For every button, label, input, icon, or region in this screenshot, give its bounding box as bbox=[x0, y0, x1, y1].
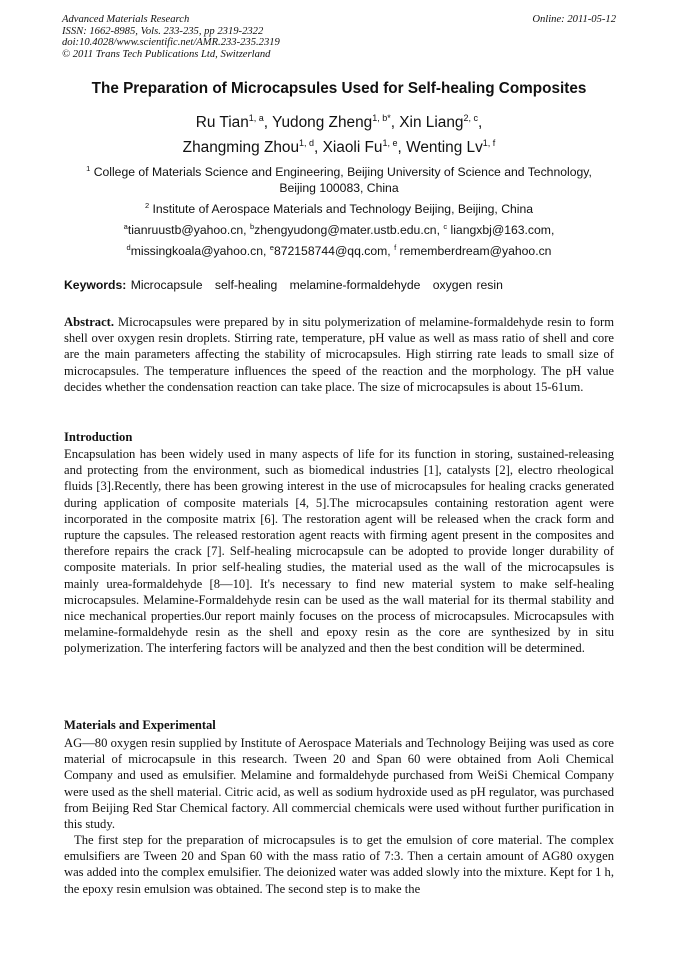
keywords bbox=[64, 278, 511, 292]
email-line-2 bbox=[0, 243, 678, 259]
keyword: Microcapsule bbox=[130, 278, 203, 292]
email-sup: a bbox=[123, 222, 128, 231]
issn-line: ISSN: 1662-8985, Vols. 233-235, pp 2319-2322 bbox=[62, 25, 264, 37]
affiliation-city: Beijing 100083, China bbox=[279, 181, 399, 195]
email-sup: e bbox=[269, 243, 274, 252]
author: Xiaoli Fu bbox=[322, 139, 383, 156]
email-address[interactable]: 872158744@qq.com, bbox=[273, 244, 395, 258]
author-sep: , bbox=[477, 114, 483, 131]
affiliation-sup: 2 bbox=[144, 201, 150, 210]
affiliation-text: College of Materials Science and Engineering, Beijing University of Science and Technology, bbox=[93, 165, 592, 179]
journal-name: Advanced Materials Research bbox=[62, 14, 190, 25]
journal-header bbox=[62, 14, 616, 60]
email-address[interactable]: missingkoala@yahoo.cn, bbox=[130, 244, 270, 258]
email-address[interactable]: rememberdream@yahoo.cn bbox=[396, 244, 552, 258]
affiliation-2 bbox=[0, 201, 678, 217]
email-address[interactable]: zhengyudong@mater.ustb.edu.cn, bbox=[254, 223, 444, 237]
materials-heading: Materials and Experimental bbox=[64, 718, 216, 732]
materials-paragraph-1: AG—80 oxygen resin supplied by Institute of Aerospace Materials and Technology Beijing was used as core material of microcapsule in this research. Tween 20 and Span 60 were obtained from Aoli Chemical Company and used as emulsifier. Melamine and formaldehyde purchased from WeiSi Chemical Company were used as the shell material. Citric acid, as well as sodium hydroxide used as pH regulator, was purchased from Beijing Red Star Chemical factory. All commercial chemicals were used without further purification in this study. bbox=[64, 736, 614, 832]
author: Xin Liang bbox=[399, 114, 464, 131]
author-sep: , bbox=[390, 114, 400, 131]
author: Wenting Lv bbox=[406, 139, 483, 156]
abstract-text: Microcapsules were prepared by in situ polymerization of melamine-formaldehyde resin to form shell over oxygen resin droplets. Stirring rate, temperature, pH value as well as mass ratio of shell and core are the main parameters affecting the stability of microcapsules. High stirring rate leads to small size of microcapsules. The temperature influences the speed of the reaction and the morphology. The pH value decides whether the condensation reaction can take place. The size of microcapsules is about 15-61um. bbox=[64, 315, 614, 394]
abstract-label: Abstract. bbox=[64, 315, 115, 329]
author: Ru Tian bbox=[195, 114, 249, 131]
doi-line: doi:10.4028/www.scientific.net/AMR.233-235.2319 bbox=[62, 37, 280, 49]
abstract bbox=[64, 314, 614, 395]
keyword: melamine-formaldehyde bbox=[289, 278, 421, 292]
paper-title: The Preparation of Microcapsules Used for Self-healing Composites bbox=[91, 80, 587, 97]
email-sup: f bbox=[394, 243, 397, 252]
author-sep: , bbox=[314, 139, 323, 156]
author-line-1 bbox=[0, 114, 678, 132]
author-line-2 bbox=[0, 139, 678, 157]
author-sup: 1, e bbox=[382, 138, 398, 148]
introduction-text: Encapsulation has been widely used in many aspects of life for its function in storing, sustained-releasing and protecting from the environment, such as biomedical industries [1], catalysts [2], electro rheological fluids [3].Recently, there has been growing interest in the use of microcapsules for healing cracks generated during application of composite materials [4, 5].The microcapsules containing restoration agent were incorporated in the composite matrix [6]. The restoration agent will be released when the crack form and rupture the capsules. The released restoration agent reacts with firming agent present in the composites and therefore repairs the crack [7]. Self-healing microcapsule can be adopted to provide longer durability of composite materials. In prior self-healing studies, the material used as the wall of the microcapsules is mainly urea-formaldehyde [8—10]. It's necessary to find new material system to make self-healing microcapsules. Melamine-Formaldehyde resin can be used as the wall material for its thermal stability and nice mechanical properties.0ur report mainly focuses on the process of microcapsules. Microcapsules with melamine-formaldehyde resin as the shell and epoxy resin as the core are synthesized by in situ polymerization. The interfering factors will be analyzed and then the best condition will be determined. bbox=[64, 447, 614, 656]
affiliation-1 bbox=[0, 164, 678, 196]
email-sup: c bbox=[443, 222, 448, 231]
email-sup: d bbox=[126, 243, 131, 252]
keyword: self-healing bbox=[214, 278, 278, 292]
materials-paragraph-2: The first step for the preparation of microcapsules is to get the emulsion of core material. The complex emulsifiers are Tween 20 and Span 60 with the mass ratio of 7:3. Then a certain amount of AG80 oxygen was added into the complex emulsifier. The deionized water was added slowly into the mixture. Kept for 1 h, the epoxy resin emulsion was obtained. The second step is to make the bbox=[64, 833, 614, 896]
author-sep: , bbox=[397, 139, 407, 156]
author: Yudong Zheng bbox=[272, 114, 373, 131]
author-sup: 1, d bbox=[299, 138, 315, 148]
keywords-label: Keywords: bbox=[64, 278, 127, 292]
email-address[interactable]: tianruustb@yahoo.cn, bbox=[127, 223, 250, 237]
author: Zhangming Zhou bbox=[182, 139, 300, 156]
email-sup: b bbox=[249, 222, 255, 231]
affiliation-text: Institute of Aerospace Materials and Technology Beijing, Beijing, China bbox=[152, 202, 534, 216]
author-sup: 1, f bbox=[482, 138, 496, 148]
author-sup: 2, c bbox=[463, 113, 478, 123]
author-sep: , bbox=[263, 114, 273, 131]
keyword: oxygen resin bbox=[432, 278, 503, 292]
email-address[interactable]: liangxbj@163.com, bbox=[447, 223, 555, 237]
author-sup: 1, a bbox=[248, 113, 264, 123]
introduction-heading: Introduction bbox=[64, 430, 133, 444]
author-sup: 1, b* bbox=[372, 113, 391, 123]
online-date: Online: 2011-05-12 bbox=[532, 14, 616, 25]
email-line-1 bbox=[0, 222, 678, 238]
affiliation-sup: 1 bbox=[86, 164, 91, 173]
copyright-line: © 2011 Trans Tech Publications Ltd, Switzerland bbox=[62, 48, 271, 60]
